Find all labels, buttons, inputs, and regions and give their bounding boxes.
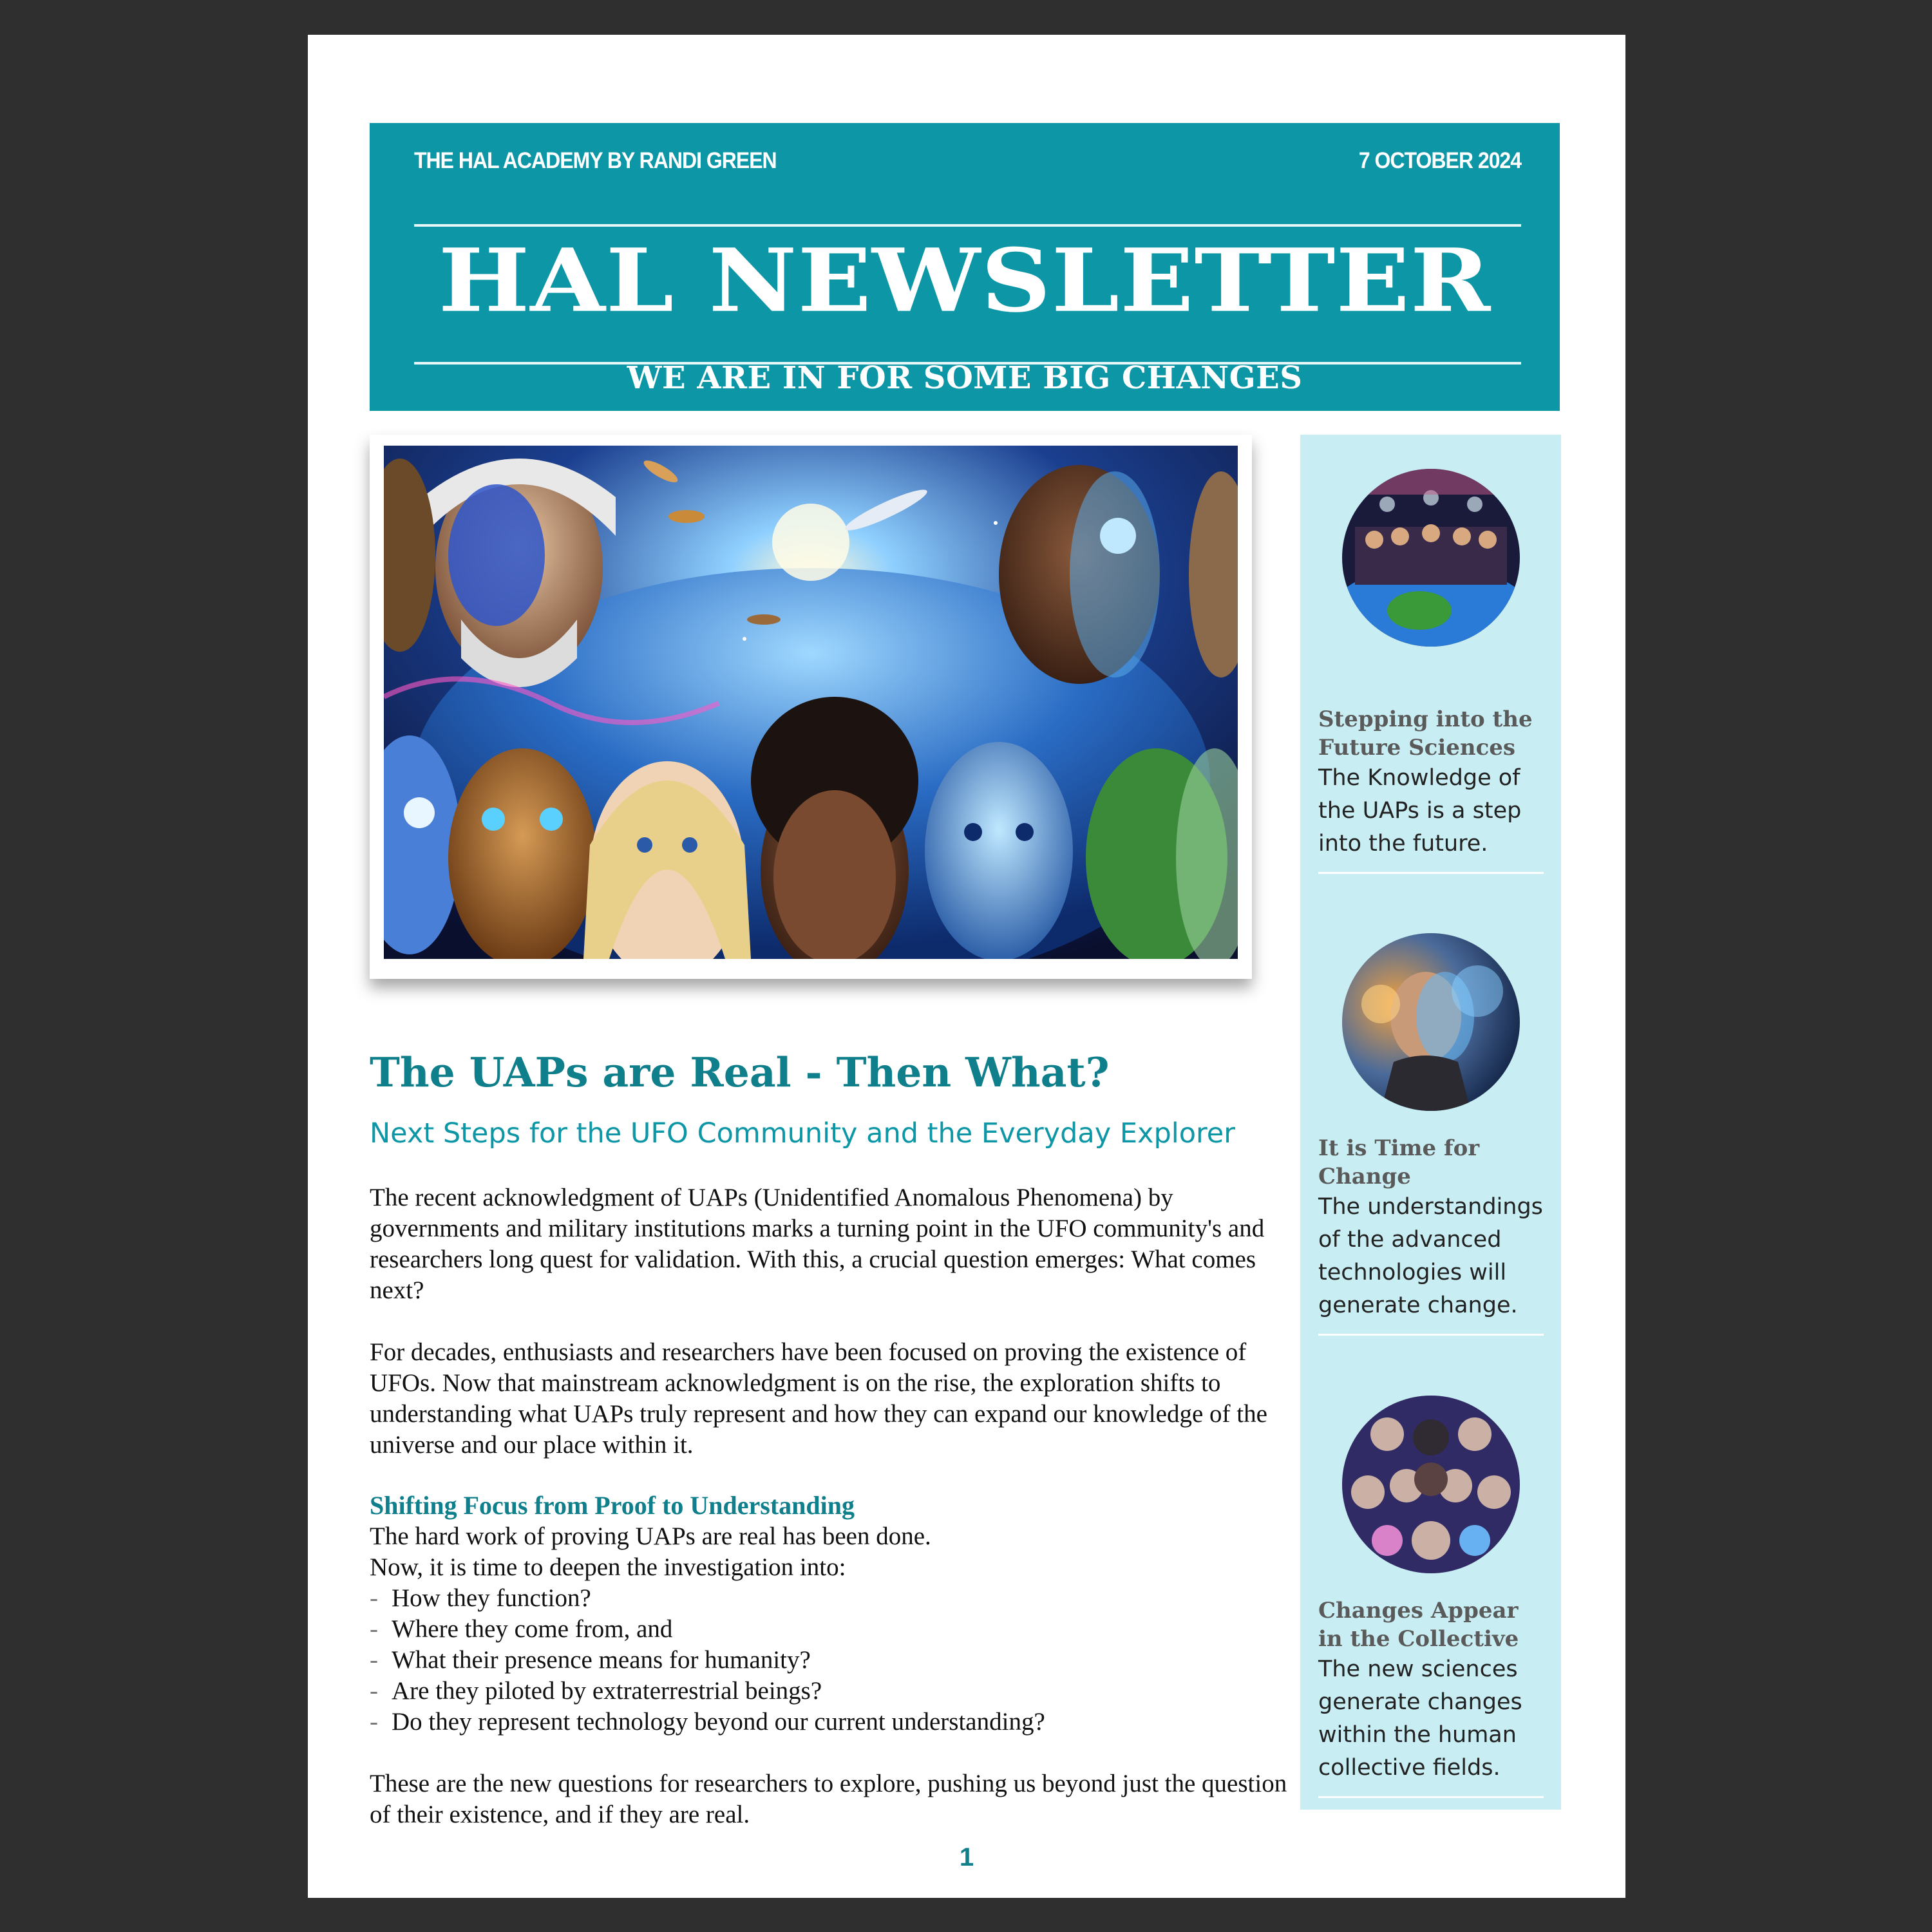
sidebar-item-title: Stepping into the Future Sciences [1318, 706, 1533, 761]
question-list [370, 1583, 1291, 1738]
newsletter-tagline: WE ARE IN FOR SOME BIG CHANGES [627, 360, 1303, 396]
list-item: - What their presence means for humanity? [370, 1645, 1291, 1676]
masthead [370, 123, 1560, 411]
list-item: - Are they piloted by extraterrestrial beings? [370, 1676, 1291, 1707]
sidebar-item-title: Changes Appear in the Collective [1318, 1598, 1519, 1652]
list-item: - Do they represent technology beyond our current understanding? [370, 1707, 1291, 1738]
sidebar [1300, 435, 1561, 1810]
sidebar-item-title: It is Time for Change [1318, 1135, 1480, 1189]
sidebar-image-2 [1342, 933, 1520, 1111]
sidebar-divider [1318, 1796, 1544, 1798]
hero-image-frame [370, 435, 1252, 979]
section-heading: Shifting Focus from Proof to Understanding [370, 1491, 855, 1520]
masthead-topline [414, 147, 1521, 177]
issue-date: 7 OCTOBER 2024 [1358, 147, 1521, 173]
masthead-divider-top [414, 224, 1521, 227]
sidebar-item-2 [1318, 1134, 1544, 1336]
paragraph-3: These are the new questions for researchers to explore, pushing us beyond just the question of their existence, and if they are real. [370, 1770, 1287, 1828]
sidebar-item-1 [1318, 705, 1544, 874]
sidebar-divider [1318, 872, 1544, 874]
article-body [370, 1182, 1291, 1830]
hero-image [384, 446, 1238, 959]
sidebar-item-text: The understandings of the advanced technologies will generate change. [1318, 1194, 1543, 1318]
list-item: - How they function? [370, 1583, 1291, 1614]
paragraph-2: For decades, enthusiasts and researchers have been focused on proving the existence of UFOs. Now that mainstream acknowledgment is on the rise, the exploration shifts to understanding what UAPs truly represent and how they can expand our knowledge of the universe and our place within it. [370, 1338, 1267, 1459]
publisher-label: THE HAL ACADEMY BY RANDI GREEN [414, 147, 777, 173]
section-line-1: The hard work of proving UAPs are real has been done. [370, 1522, 931, 1550]
article-subheadline: Next Steps for the UFO Community and the Everyday Explorer [370, 1117, 1235, 1150]
article-headline: The UAPs are Real - Then What? [370, 1048, 1110, 1096]
sidebar-item-text: The new sciences generate changes within the human collective fields. [1318, 1656, 1522, 1781]
newsletter-page [308, 35, 1625, 1898]
page-number: 1 [959, 1843, 974, 1871]
newsletter-title: HAL NEWSLETTER [438, 229, 1492, 332]
list-item: - Where they come from, and [370, 1614, 1291, 1645]
paragraph-1: The recent acknowledgment of UAPs (Unidentified Anomalous Phenomena) by governments and military institutions marks a turning point in the UFO community's and researchers long quest for validation. With this, a crucial question emerges: What comes next? [370, 1184, 1265, 1304]
sidebar-divider [1318, 1334, 1544, 1336]
sidebar-item-text: The Knowledge of the UAPs is a step into the future. [1318, 765, 1522, 857]
sidebar-image-1 [1342, 469, 1520, 647]
section-line-2: Now, it is time to deepen the investigation into: [370, 1553, 846, 1581]
sidebar-item-3 [1318, 1596, 1544, 1798]
sidebar-image-3 [1342, 1396, 1520, 1573]
